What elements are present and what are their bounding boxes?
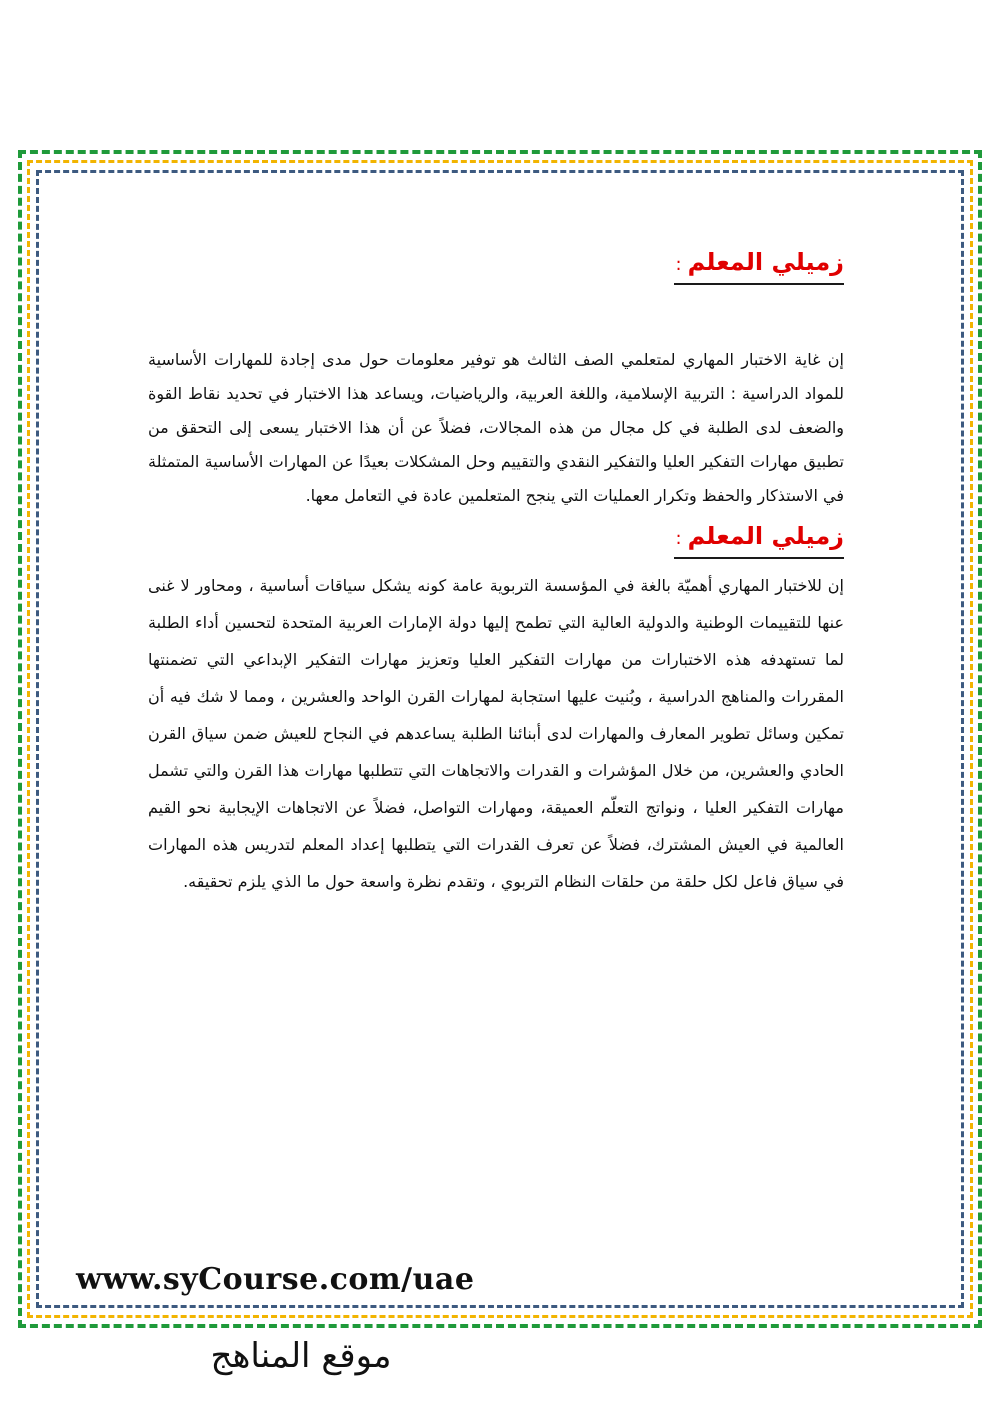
website-url: www.syCourse.com/uae — [76, 1262, 475, 1297]
section1-heading-colon: : — [675, 254, 682, 275]
section2-paragraph: إن للاختبار المهاري أهميّة بالغة في المؤسسة التربوية عامة كونه يشكل سياقات أساسية ، ومحاور لا غنى عنها للتقييمات الوطنية والدولية العالية التي تطمح إليها دولة الإمارات العربية المتحدة لتحسين أداء الطلبة لما تستهدفه هذه الاختبارات من مهارات التفكير العليا وتعزيز مهارات التفكير الإبداعي التي تضمنتها المقررات والمناهج الدراسية ، وبُنيت عليها استجابة لمهارات القرن الواحد والعشرين ، ومما لا شك فيه أن تمكين وسائل تطوير المعارف والمهارات لدى أبنائنا الطلبة يساعدهم في النجاح للعيش ضمن سياق القرن الحادي والعشرين، من خلال المؤشرات و القدرات والاتجاهات التي تتطلبها مهارات هذا القرن والتي تشمل مهارات التفكير العليا ، ونواتج التعلّم العميقة، ومهارات التواصل، فضلاً عن الاتجاهات الإيجابية نحو القيم العالمية في العيش المشترك، فضلاً عن تعرف القدرات التي يتطلبها إعداد المعلم لتدريس هذه المهارات في سياق فاعل لكل حلقة من حلقات النظام التربوي ، وتقدم نظرة واسعة حول ما الذي يلزم تحقيقه. — [148, 576, 844, 891]
site-name: موقع المناهج — [210, 1336, 392, 1376]
section1-paragraph: إن غاية الاختبار المهاري لمتعلمي الصف الثالث هو توفير معلومات حول مدى إجادة للمهارات الأساسية للمواد الدراسية : التربية الإسلامية، واللغة العربية، والرياضيات، ويساعد هذا الاختبار في تحديد نقاط القوة والضعف لدى الطلبة في كل مجال من هذه المجالات، فضلاً عن أن هذا الاختبار يسعى إلى التحقق من تطبيق مهارات التفكير العليا والتفكير النقدي والتقييم وحل المشكلات بعيدًا عن المهارات الأساسية المتمثلة في الاستذكار والحفظ وتكرار العمليات التي ينجح المتعلمين عادة في التعامل معها. — [148, 350, 844, 505]
section2-heading — [674, 519, 844, 559]
section1-heading-text: زميلي المعلم — [687, 248, 844, 276]
document-body — [148, 245, 844, 900]
section1-heading — [674, 245, 844, 285]
section2-heading-colon: : — [675, 528, 682, 549]
section2-heading-text: زميلي المعلم — [687, 522, 844, 550]
